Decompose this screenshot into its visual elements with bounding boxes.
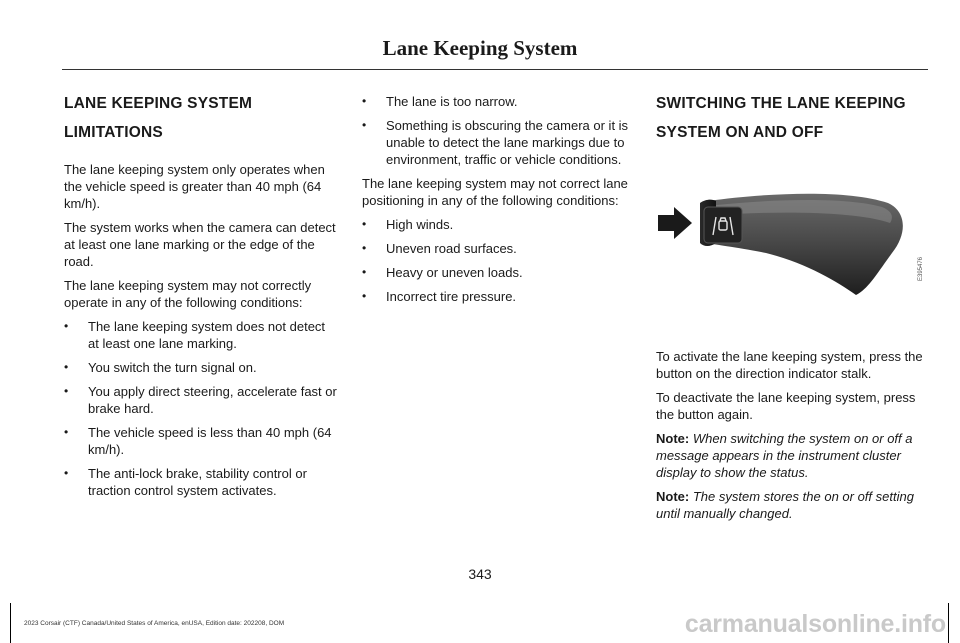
header-rule [62, 69, 928, 70]
list-item: • High winds. [362, 216, 632, 233]
heading-line: LIMITATIONS [64, 124, 163, 141]
paragraph: The lane keeping system may not correct lane positioning in any of the following conditions: [362, 176, 628, 208]
list-item: • Uneven road surfaces. [362, 240, 632, 257]
note-text: The system stores the on or off setting until manually changed. [656, 489, 914, 521]
stalk-illustration [656, 171, 928, 326]
heading-line: LANE KEEPING SYSTEM [64, 95, 253, 112]
crop-mark-right [948, 603, 949, 643]
direction-indicator-stalk-figure [656, 171, 928, 326]
paragraph: The lane keeping system may not correctly operate in any of the following conditions: [64, 278, 312, 310]
list-item: • You switch the turn signal on. [64, 359, 338, 376]
note [656, 430, 928, 481]
list-item: • Something is obscuring the camera or it is unable to detect the lane markings due to environment, traffic or vehicle conditions. [362, 117, 632, 168]
footer-edition-info: 2023 Corsair (CTF) Canada/United States of America, enUSA, Edition date: 202208, DOM [24, 620, 285, 627]
paragraph: To activate the lane keeping system, press the button on the direction indicator stalk. [656, 349, 923, 381]
heading-line: SYSTEM ON AND OFF [656, 124, 824, 141]
paragraph: The lane keeping system only operates when the vehicle speed is greater than 40 mph (64 km/h). [64, 162, 325, 211]
arrow-right-icon [658, 207, 692, 239]
list-item: • The lane is too narrow. [362, 93, 632, 110]
paragraph: The system works when the camera can detect at least one lane marking or the edge of the road. [64, 220, 336, 269]
note-label: Note: [656, 489, 690, 504]
note [656, 488, 928, 522]
heading-line: SWITCHING THE LANE KEEPING [656, 95, 906, 112]
list-item: • Heavy or uneven loads. [362, 264, 632, 281]
section-heading-limitations [64, 93, 338, 144]
column-right [656, 93, 928, 529]
lane-keeping-button [704, 207, 742, 243]
figure-code: E395476 [918, 256, 924, 281]
list-item: • The vehicle speed is less than 40 mph (64 km/h). [64, 424, 338, 458]
note-text: When switching the system on or off a message appears in the instrument cluster display to show the status. [656, 431, 913, 480]
list-item: • You apply direct steering, accelerate fast or brake hard. [64, 383, 338, 417]
bullet-list [64, 318, 338, 499]
list-item: • Incorrect tire pressure. [362, 288, 632, 305]
column-middle [362, 93, 632, 312]
bullet-list [362, 93, 632, 168]
column-left [64, 93, 338, 506]
paragraph: To deactivate the lane keeping system, press the button again. [656, 390, 916, 422]
bullet-list [362, 216, 632, 305]
watermark: carmanualsonline.info [684, 610, 946, 638]
page-header-title: Lane Keeping System [382, 36, 578, 60]
note-label: Note: [656, 431, 690, 446]
crop-mark-left [10, 603, 11, 643]
page-number: 343 [468, 566, 492, 582]
list-item: • The anti-lock brake, stability control or traction control system activates. [64, 465, 338, 499]
list-item: • The lane keeping system does not detect at least one lane marking. [64, 318, 338, 352]
section-heading-switching [656, 93, 928, 144]
